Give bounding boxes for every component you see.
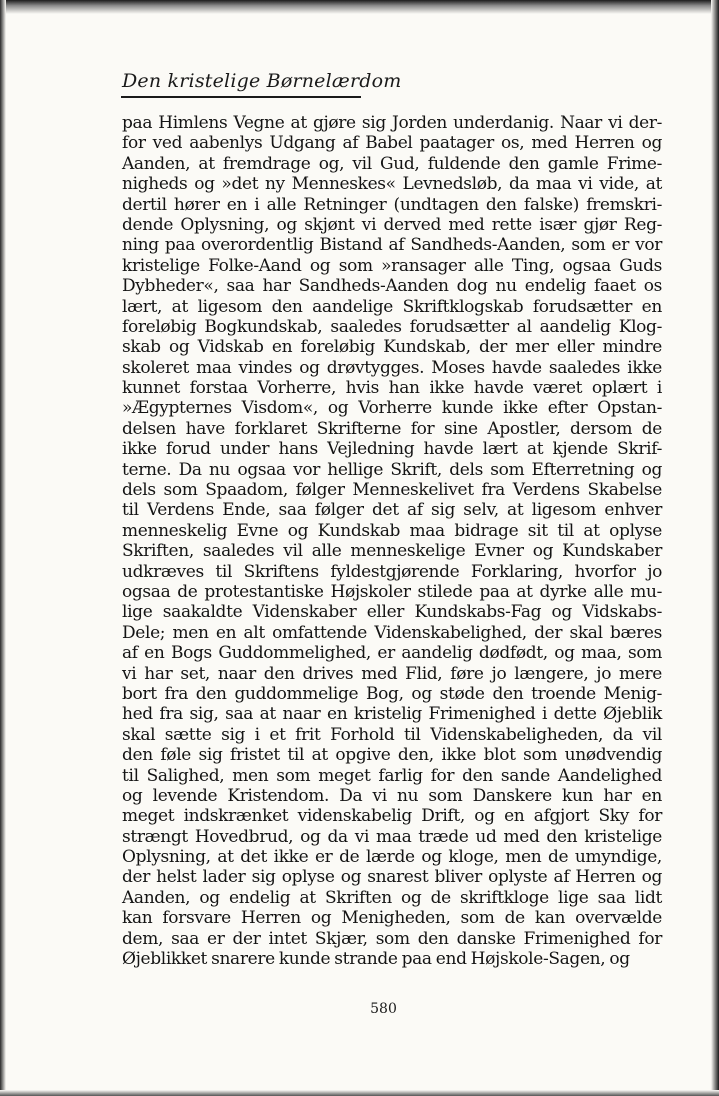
text-line: nigheds og »det ny Menneskes« Levnedsløb, da maa vi vide, at	[122, 174, 662, 195]
text-line: foreløbig Bogkundskab, saaledes forudsætter al aandelig Klog-	[122, 316, 662, 337]
scan-edge-top	[0, 0, 719, 14]
text-line: Aanden, at fremdrage og, vil Gud, fuldende den gamle Frime-	[122, 153, 662, 174]
text-line: vi har set, naar den drives med Flid, føre jo længere, jo mere	[122, 663, 662, 684]
text-line: Dybheder«, saa har Sandheds-Aanden dog nu endelig faaet os	[122, 276, 662, 297]
text-line: meget indskrænket videnskabelig Drift, og en afgjort Sky for	[122, 806, 662, 827]
text-line: af en Bogs Guddommelighed, er aandelig dødfødt, og maa, som	[122, 643, 662, 664]
text-line: udkræves til Skriftens fyldestgjørende Forklaring, hvorfor jo	[122, 561, 662, 582]
text-line: Dele; men en alt omfattende Videnskabelighed, der skal bæres	[122, 622, 662, 643]
scan-edge-bottom	[0, 1090, 719, 1096]
text-line: kan forsvare Herren og Menigheden, som de kan overvælde	[122, 908, 662, 929]
text-line: lige saakaldte Videnskaber eller Kundskabs-Fag og Vidskabs-	[122, 602, 662, 623]
text-line: skoleret maa vindes og drøvtygges. Moses havde saaledes ikke	[122, 357, 662, 378]
text-line: kunnet forstaa Vorherre, hvis han ikke havde været oplært i	[122, 378, 662, 399]
text-line: dels som Spaadom, følger Menneskelivet fra Verdens Skabelse	[122, 480, 662, 501]
text-line: kristelige Folke-Aand og som »ransager alle Ting, ogsaa Guds	[122, 255, 662, 276]
text-line: paa Himlens Vegne at gjøre sig Jorden underdanig. Naar vi der-	[122, 113, 662, 133]
text-line: dende Oplysning, og skjønt vi derved med rette især gjør Reg-	[122, 214, 662, 235]
running-head-rule	[121, 96, 361, 98]
text-line: og levende Kristendom. Da vi nu som Danskere kun har en	[122, 785, 662, 806]
text-line: skal sætte sig i et frit Forhold til Videnskabeligheden, da vil	[122, 724, 662, 745]
text-line: terne. Da nu ogsaa vor hellige Skrift, dels som Efterretning og	[122, 459, 662, 480]
page-number: 580	[370, 1001, 397, 1017]
text-line: dem, saa er der intet Skjær, som den danske Frimenighed for	[122, 928, 662, 949]
text-line: der helst lader sig oplyse og snarest bliver oplyste af Herren og	[122, 867, 662, 888]
text-line: til Salighed, men som meget farlig for den sande Aandelighed	[122, 765, 662, 786]
text-line: bort fra den guddommelige Bog, og støde den troende Menig-	[122, 683, 662, 704]
text-line: strængt Hovedbrud, og da vi maa træde ud med den kristelige	[122, 826, 662, 847]
text-line: Aanden, og endelig at Skriften og de skriftkloge lige saa lidt	[122, 887, 662, 908]
text-line: den føle sig fristet til at opgive den, ikke blot som unødvendig	[122, 745, 662, 766]
text-line: delsen have forklaret Skrifterne for sine Apostler, dersom de	[122, 418, 662, 439]
text-line: ogsaa de protestantiske Højskoler stilede paa at dyrke alle mu-	[122, 581, 662, 602]
text-line: »Ægypternes Visdom«, og Vorherre kunde ikke efter Opstan-	[122, 398, 662, 419]
text-line: Skriften, saaledes vil alle menneskelige Evner og Kundskaber	[122, 541, 662, 562]
text-line: Oplysning, at det ikke er de lærde og kloge, men de umyndige,	[122, 847, 662, 868]
text-line: menneskelig Evne og Kundskab maa bidrage sit til at oplyse	[122, 520, 662, 541]
text-line: skab og Vidskab en foreløbig Kundskab, der mer eller mindre	[122, 337, 662, 358]
running-head: Den kristelige Børnelærdom	[122, 70, 402, 92]
text-line: lært, at ligesom den aandelige Skriftklogskab forudsætter en	[122, 296, 662, 317]
text-line: Øjeblikket snarere kunde strande paa end Højskole-Sagen, og	[122, 949, 630, 970]
text-line: for ved aabenlys Udgang af Babel paatager os, med Herren og	[122, 133, 662, 154]
scan-edge-right	[711, 0, 719, 1096]
text-line: ning paa overordentlig Bistand af Sandheds-Aanden, som er vor	[122, 235, 662, 256]
text-line: til Verdens Ende, saa følger det af sig selv, at ligesom enhver	[122, 500, 662, 521]
text-line: dertil hører en i alle Retninger (undtagen den falske) fremskri-	[122, 194, 662, 215]
text-line: hed fra sig, saa at naar en kristelig Frimenighed i dette Øjeblik	[122, 704, 662, 725]
body-text	[122, 113, 662, 969]
scan-edge-left	[0, 0, 6, 1096]
text-line: ikke forud under hans Vejledning havde lært at kjende Skrif-	[122, 439, 662, 460]
